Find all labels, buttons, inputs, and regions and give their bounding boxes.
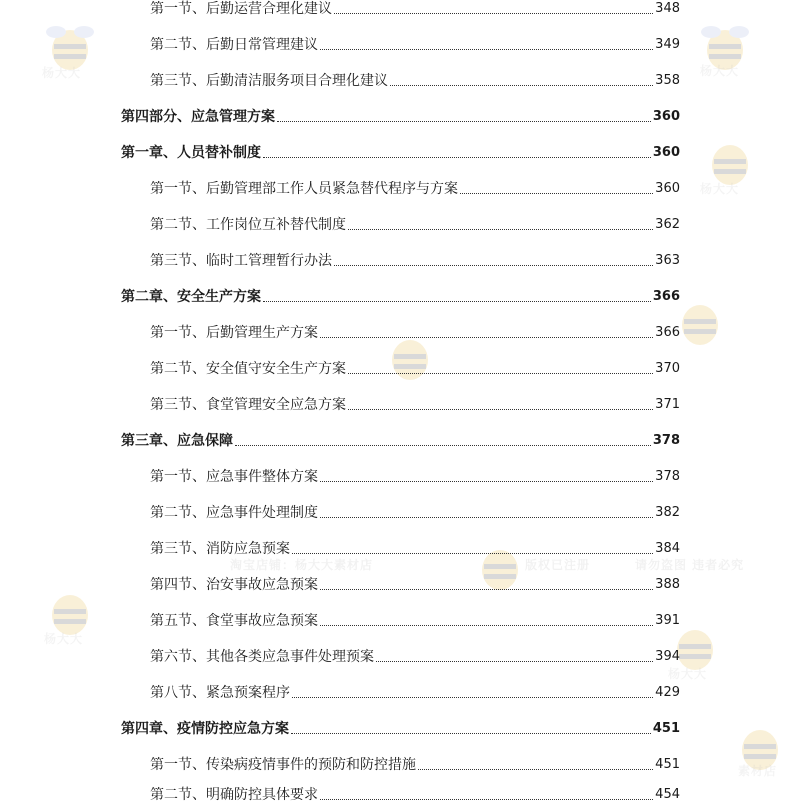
toc-leader-dots: [263, 301, 651, 302]
toc-entry[interactable]: [0, 752, 680, 774]
toc-entry-page: 360: [652, 109, 680, 124]
toc-entry-title: 第三章、应急保障: [121, 433, 233, 449]
toc-leader-dots: [320, 337, 653, 338]
toc-entry[interactable]: [0, 782, 680, 804]
toc-entry-page: 388: [655, 577, 680, 592]
watermark-warning: 请勿盗图 违者必究: [635, 558, 745, 572]
toc-entry-title: 第三节、后勤清洁服务项目合理化建议: [150, 73, 388, 89]
toc-entry-title: 第五节、食堂事故应急预案: [150, 613, 318, 629]
toc-entry-title: 第四章、疫情防控应急方案: [121, 721, 289, 737]
toc-entry-title: 第一节、后勤运营合理化建议: [150, 1, 332, 17]
toc-entry[interactable]: [0, 0, 680, 18]
toc-entry[interactable]: [0, 428, 680, 450]
toc-entry-page: 394: [655, 649, 680, 664]
toc-entry-page: 384: [655, 541, 680, 556]
toc-entry-title: 第一节、后勤管理生产方案: [150, 325, 318, 341]
toc-entry-title: 第二节、工作岗位互补替代制度: [150, 217, 346, 233]
toc-entry[interactable]: [0, 716, 680, 738]
toc-entry-page: 358: [655, 73, 680, 88]
toc-leader-dots: [320, 589, 653, 590]
watermark-brand: 杨大大: [44, 632, 84, 646]
toc-entry[interactable]: [0, 680, 680, 702]
toc-leader-dots: [348, 373, 653, 374]
watermark-shop-line: 淘宝店铺：杨大大素材店: [230, 558, 374, 572]
toc-entry-page: 348: [655, 1, 680, 16]
toc-entry-title: 第三节、消防应急预案: [150, 541, 290, 557]
toc-leader-dots: [376, 661, 653, 662]
toc-entry[interactable]: [0, 212, 680, 234]
toc-entry-page: 360: [655, 181, 680, 196]
toc-entry-title: 第一节、后勤管理部工作人员紧急替代程序与方案: [150, 181, 458, 197]
toc-entry[interactable]: [0, 32, 680, 54]
watermark-brand: 杨大大: [700, 182, 740, 196]
toc-leader-dots: [235, 445, 651, 446]
toc-entry-title: 第三节、食堂管理安全应急方案: [150, 397, 346, 413]
toc-entry[interactable]: [0, 176, 680, 198]
watermark-brand: 杨大大: [42, 66, 82, 80]
toc-entry-page: 391: [655, 613, 680, 628]
watermark-copyright: 版权已注册: [525, 558, 591, 572]
toc-entry[interactable]: [0, 320, 680, 342]
toc-entry-title: 第八节、紧急预案程序: [150, 685, 290, 701]
toc-entry[interactable]: [0, 572, 680, 594]
toc-entry-title: 第一节、传染病疫情事件的预防和防控措施: [150, 757, 416, 773]
toc-leader-dots: [334, 265, 653, 266]
toc-leader-dots: [460, 193, 653, 194]
toc-entry[interactable]: [0, 464, 680, 486]
toc-entry[interactable]: [0, 140, 680, 162]
toc-leader-dots: [348, 229, 653, 230]
toc-leader-dots: [348, 409, 653, 410]
toc-entry-title: 第四节、治安事故应急预案: [150, 577, 318, 593]
toc-entry[interactable]: [0, 500, 680, 522]
toc-entry-page: 366: [655, 325, 680, 340]
toc-leader-dots: [320, 481, 653, 482]
toc-entry[interactable]: [0, 68, 680, 90]
toc-entry-page: 363: [655, 253, 680, 268]
toc-entry-title: 第六节、其他各类应急事件处理预案: [150, 649, 374, 665]
toc-entry-page: 451: [655, 757, 680, 772]
toc-leader-dots: [320, 625, 653, 626]
toc-entry[interactable]: [0, 392, 680, 414]
toc-leader-dots: [320, 517, 653, 518]
toc-entry-page: 454: [655, 787, 680, 802]
toc-entry[interactable]: [0, 248, 680, 270]
toc-leader-dots: [292, 697, 653, 698]
watermark-brand: 杨大大: [668, 667, 708, 681]
toc-entry-page: 451: [652, 721, 680, 736]
toc-entry-page: 370: [655, 361, 680, 376]
toc-entry-page: 378: [655, 469, 680, 484]
toc-entry[interactable]: [0, 356, 680, 378]
toc-entry-page: 349: [655, 37, 680, 52]
toc-leader-dots: [291, 733, 651, 734]
toc-leader-dots: [390, 85, 653, 86]
watermark-brand: 杨大大: [700, 64, 740, 78]
toc-entry-page: 360: [652, 145, 680, 160]
toc-entry-page: 382: [655, 505, 680, 520]
toc-entry-page: 362: [655, 217, 680, 232]
toc-entry[interactable]: [0, 536, 680, 558]
toc-entry-page: 378: [652, 433, 680, 448]
toc-entry-page: 429: [655, 685, 680, 700]
toc-entry[interactable]: [0, 644, 680, 666]
toc-entry-title: 第二节、应急事件处理制度: [150, 505, 318, 521]
toc-entry-page: 371: [655, 397, 680, 412]
toc-leader-dots: [320, 49, 653, 50]
toc-entry-title: 第二节、安全值守安全生产方案: [150, 361, 346, 377]
toc-entry-title: 第二节、后勤日常管理建议: [150, 37, 318, 53]
toc-leader-dots: [334, 13, 653, 14]
watermark-sub: 素材店: [738, 764, 778, 778]
toc-entry[interactable]: [0, 104, 680, 126]
toc-entry-title: 第二章、安全生产方案: [121, 289, 261, 305]
toc-leader-dots: [292, 553, 653, 554]
toc-leader-dots: [418, 769, 653, 770]
toc-entry-title: 第二节、明确防控具体要求: [150, 787, 318, 803]
toc-entry-title: 第一章、人员替补制度: [121, 145, 261, 161]
toc-entry[interactable]: [0, 284, 680, 306]
toc-entry-title: 第四部分、应急管理方案: [121, 109, 275, 125]
toc-entry[interactable]: [0, 608, 680, 630]
toc-entry-page: 366: [652, 289, 680, 304]
toc-leader-dots: [277, 121, 651, 122]
toc-entry-title: 第一节、应急事件整体方案: [150, 469, 318, 485]
toc-leader-dots: [263, 157, 651, 158]
toc-entry-title: 第三节、临时工管理暂行办法: [150, 253, 332, 269]
